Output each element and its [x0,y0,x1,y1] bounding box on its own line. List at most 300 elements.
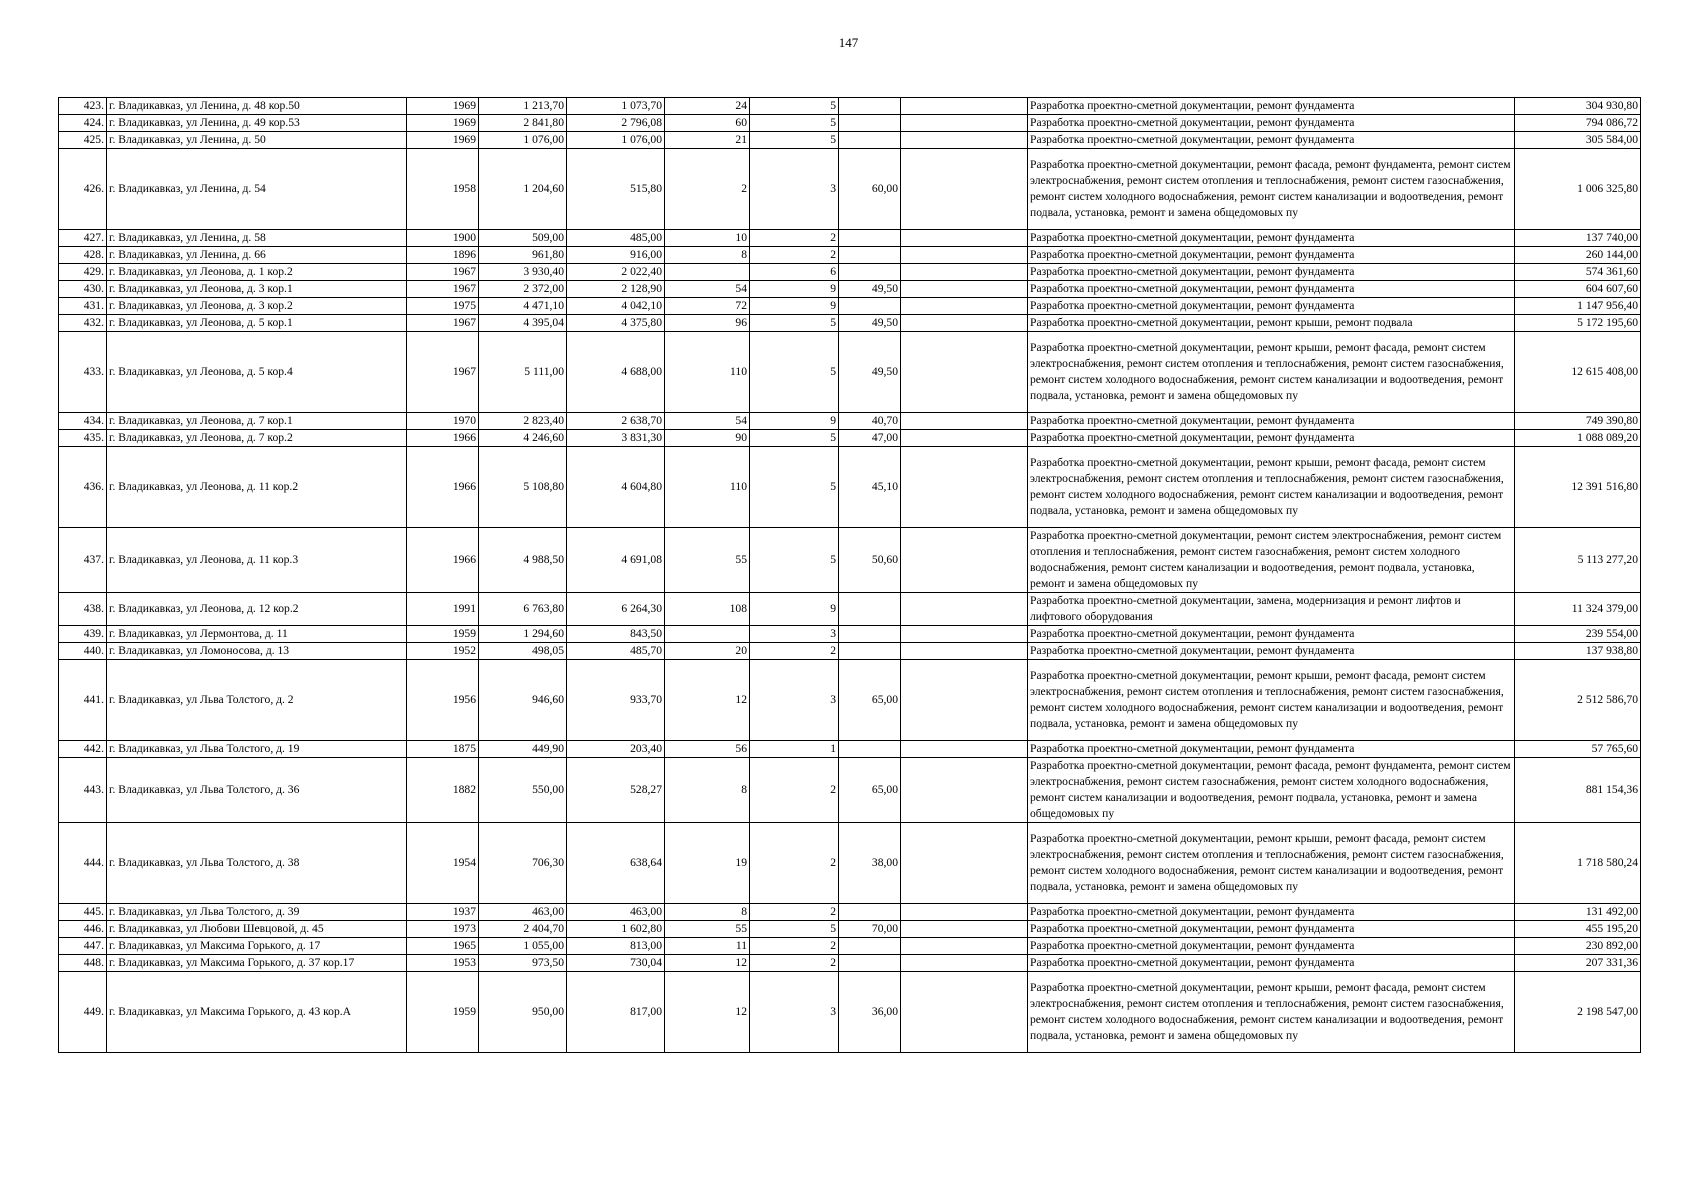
wear-cell: 49,50 [839,315,901,332]
total-area-cell: 2 404,70 [479,921,567,938]
extra-cell [901,643,1028,660]
work-type-cell: Разработка проектно-сметной документации, замена, модернизация и ремонт лифтов и лифтового оборудования [1028,593,1515,626]
cost-cell: 260 144,00 [1515,247,1641,264]
extra-cell [901,626,1028,643]
residents-cell: 110 [665,447,750,528]
total-area-cell: 1 076,00 [479,132,567,149]
floors-cell: 3 [750,660,839,741]
cost-cell: 57 765,60 [1515,741,1641,758]
work-type-cell: Разработка проектно-сметной документации, ремонт фундамента [1028,413,1515,430]
floors-cell: 5 [750,528,839,593]
year-cell: 1967 [407,264,479,281]
row-number: 442. [59,741,107,758]
residents-cell: 12 [665,955,750,972]
work-type-cell: Разработка проектно-сметной документации, ремонт фундамента [1028,626,1515,643]
floors-cell: 3 [750,149,839,230]
floors-cell: 5 [750,921,839,938]
extra-cell [901,315,1028,332]
extra-cell [901,758,1028,823]
floors-cell: 5 [750,132,839,149]
residents-cell: 8 [665,904,750,921]
cost-cell: 137 938,80 [1515,643,1641,660]
living-area-cell: 4 688,00 [567,332,665,413]
address-cell: г. Владикавказ, ул Льва Толстого, д. 39 [107,904,407,921]
row-number: 428. [59,247,107,264]
total-area-cell: 463,00 [479,904,567,921]
residents-cell: 72 [665,298,750,315]
table-row [59,264,1641,281]
residents-cell: 110 [665,332,750,413]
table-row [59,904,1641,921]
row-number: 439. [59,626,107,643]
address-cell: г. Владикавказ, ул Льва Толстого, д. 38 [107,823,407,904]
total-area-cell: 449,90 [479,741,567,758]
living-area-cell: 515,80 [567,149,665,230]
work-type-cell: Разработка проектно-сметной документации, ремонт фундамента [1028,281,1515,298]
work-type-cell: Разработка проектно-сметной документации, ремонт крыши, ремонт фасада, ремонт систем электроснабжения, ремонт систем отопления и теплоснабжения, ремонт систем газоснабжения, ремонт систем холодного водоснабжения, ремонт систем канализации и водоотведения, ремонт подвала, установка, ремонт и замена общедомовых пу [1028,660,1515,741]
living-area-cell: 1 602,80 [567,921,665,938]
cost-cell: 12 391 516,80 [1515,447,1641,528]
total-area-cell: 946,60 [479,660,567,741]
work-type-cell: Разработка проектно-сметной документации, ремонт фундамента [1028,955,1515,972]
row-number: 441. [59,660,107,741]
row-number: 431. [59,298,107,315]
floors-cell: 2 [750,230,839,247]
year-cell: 1954 [407,823,479,904]
extra-cell [901,593,1028,626]
floors-cell: 3 [750,626,839,643]
residents-cell: 12 [665,660,750,741]
living-area-cell: 1 073,70 [567,98,665,115]
cost-cell: 131 492,00 [1515,904,1641,921]
address-cell: г. Владикавказ, ул Леонова, д. 7 кор.1 [107,413,407,430]
table-row [59,149,1641,230]
extra-cell [901,447,1028,528]
address-cell: г. Владикавказ, ул Льва Толстого, д. 2 [107,660,407,741]
table-row [59,643,1641,660]
cost-cell: 1 147 956,40 [1515,298,1641,315]
address-cell: г. Владикавказ, ул Максима Горького, д. 37 кор.17 [107,955,407,972]
work-type-cell: Разработка проектно-сметной документации, ремонт фундамента [1028,938,1515,955]
cost-cell: 1 006 325,80 [1515,149,1641,230]
address-cell: г. Владикавказ, ул Леонова, д. 5 кор.1 [107,315,407,332]
residents-cell: 2 [665,149,750,230]
extra-cell [901,98,1028,115]
total-area-cell: 5 108,80 [479,447,567,528]
wear-cell [839,132,901,149]
residents-cell: 8 [665,758,750,823]
living-area-cell: 4 042,10 [567,298,665,315]
cost-cell: 11 324 379,00 [1515,593,1641,626]
wear-cell: 40,70 [839,413,901,430]
cost-cell: 794 086,72 [1515,115,1641,132]
row-number: 440. [59,643,107,660]
year-cell: 1967 [407,315,479,332]
wear-cell: 47,00 [839,430,901,447]
cost-cell: 5 172 195,60 [1515,315,1641,332]
row-number: 435. [59,430,107,447]
extra-cell [901,823,1028,904]
extra-cell [901,264,1028,281]
residents-cell: 12 [665,972,750,1053]
cost-cell: 749 390,80 [1515,413,1641,430]
table-row [59,758,1641,823]
extra-cell [901,132,1028,149]
floors-cell: 2 [750,955,839,972]
cost-cell: 304 930,80 [1515,98,1641,115]
extra-cell [901,115,1028,132]
address-cell: г. Владикавказ, ул Леонова, д. 11 кор.2 [107,447,407,528]
row-number: 424. [59,115,107,132]
residents-cell [665,626,750,643]
residents-cell [665,264,750,281]
work-type-cell: Разработка проектно-сметной документации, ремонт фундамента [1028,298,1515,315]
living-area-cell: 463,00 [567,904,665,921]
cost-cell: 239 554,00 [1515,626,1641,643]
wear-cell: 49,50 [839,332,901,413]
residents-cell: 108 [665,593,750,626]
year-cell: 1975 [407,298,479,315]
wear-cell: 65,00 [839,758,901,823]
address-cell: г. Владикавказ, ул Леонова, д. 3 кор.2 [107,298,407,315]
floors-cell: 5 [750,430,839,447]
wear-cell: 65,00 [839,660,901,741]
address-cell: г. Владикавказ, ул Леонова, д. 11 кор.3 [107,528,407,593]
total-area-cell: 950,00 [479,972,567,1053]
table-row [59,955,1641,972]
total-area-cell: 4 471,10 [479,298,567,315]
cost-cell: 230 892,00 [1515,938,1641,955]
table-row [59,413,1641,430]
floors-cell: 6 [750,264,839,281]
floors-cell: 2 [750,247,839,264]
row-number: 434. [59,413,107,430]
table-row [59,298,1641,315]
work-type-cell: Разработка проектно-сметной документации, ремонт фундамента [1028,643,1515,660]
extra-cell [901,955,1028,972]
total-area-cell: 3 930,40 [479,264,567,281]
extra-cell [901,430,1028,447]
year-cell: 1969 [407,132,479,149]
address-cell: г. Владикавказ, ул Максима Горького, д. 17 [107,938,407,955]
work-type-cell: Разработка проектно-сметной документации, ремонт фундамента [1028,98,1515,115]
year-cell: 1959 [407,972,479,1053]
residents-cell: 21 [665,132,750,149]
living-area-cell: 203,40 [567,741,665,758]
address-cell: г. Владикавказ, ул Ленина, д. 58 [107,230,407,247]
floors-cell: 9 [750,413,839,430]
row-number: 426. [59,149,107,230]
cost-cell: 305 584,00 [1515,132,1641,149]
row-number: 444. [59,823,107,904]
total-area-cell: 706,30 [479,823,567,904]
work-type-cell: Разработка проектно-сметной документации, ремонт систем электроснабжения, ремонт систем отопления и теплоснабжения, ремонт систем газоснабжения, ремонт систем холодного водоснабжения, ремонт систем канализации и водоотведения, ремонт подвала, установка, ремонт и замена общедомовых пу [1028,528,1515,593]
total-area-cell: 2 823,40 [479,413,567,430]
residents-cell: 54 [665,413,750,430]
year-cell: 1970 [407,413,479,430]
row-number: 433. [59,332,107,413]
table-body [59,98,1641,1053]
extra-cell [901,413,1028,430]
total-area-cell: 6 763,80 [479,593,567,626]
year-cell: 1952 [407,643,479,660]
address-cell: г. Владикавказ, ул Леонова, д. 5 кор.4 [107,332,407,413]
floors-cell: 2 [750,938,839,955]
year-cell: 1958 [407,149,479,230]
residents-cell: 55 [665,921,750,938]
floors-cell: 5 [750,447,839,528]
work-type-cell: Разработка проектно-сметной документации, ремонт фундамента [1028,247,1515,264]
row-number: 448. [59,955,107,972]
table-row [59,921,1641,938]
cost-cell: 881 154,36 [1515,758,1641,823]
residents-cell: 54 [665,281,750,298]
living-area-cell: 916,00 [567,247,665,264]
address-cell: г. Владикавказ, ул Леонова, д. 1 кор.2 [107,264,407,281]
year-cell: 1966 [407,430,479,447]
extra-cell [901,528,1028,593]
year-cell: 1959 [407,626,479,643]
total-area-cell: 973,50 [479,955,567,972]
year-cell: 1991 [407,593,479,626]
cost-cell: 574 361,60 [1515,264,1641,281]
year-cell: 1900 [407,230,479,247]
living-area-cell: 933,70 [567,660,665,741]
address-cell: г. Владикавказ, ул Льва Толстого, д. 19 [107,741,407,758]
wear-cell: 49,50 [839,281,901,298]
year-cell: 1875 [407,741,479,758]
work-type-cell: Разработка проектно-сметной документации, ремонт фундамента [1028,921,1515,938]
total-area-cell: 1 055,00 [479,938,567,955]
year-cell: 1967 [407,332,479,413]
address-cell: г. Владикавказ, ул Любови Шевцовой, д. 45 [107,921,407,938]
row-number: 446. [59,921,107,938]
address-cell: г. Владикавказ, ул Ленина, д. 50 [107,132,407,149]
extra-cell [901,298,1028,315]
cost-cell: 604 607,60 [1515,281,1641,298]
table-row [59,281,1641,298]
floors-cell: 2 [750,904,839,921]
table-row [59,938,1641,955]
living-area-cell: 3 831,30 [567,430,665,447]
residents-cell: 10 [665,230,750,247]
address-cell: г. Владикавказ, ул Ломоносова, д. 13 [107,643,407,660]
work-type-cell: Разработка проектно-сметной документации, ремонт крыши, ремонт фасада, ремонт систем электроснабжения, ремонт систем отопления и теплоснабжения, ремонт систем газоснабжения, ремонт систем холодного водоснабжения, ремонт систем канализации и водоотведения, ремонт подвала, установка, ремонт и замена общедомовых пу [1028,823,1515,904]
residents-cell: 20 [665,643,750,660]
row-number: 423. [59,98,107,115]
extra-cell [901,741,1028,758]
floors-cell: 2 [750,643,839,660]
extra-cell [901,281,1028,298]
year-cell: 1966 [407,447,479,528]
cost-cell: 455 195,20 [1515,921,1641,938]
table-row [59,660,1641,741]
address-cell: г. Владикавказ, ул Леонова, д. 12 кор.2 [107,593,407,626]
residents-cell: 8 [665,247,750,264]
living-area-cell: 843,50 [567,626,665,643]
extra-cell [901,972,1028,1053]
living-area-cell: 4 604,80 [567,447,665,528]
total-area-cell: 1 294,60 [479,626,567,643]
address-cell: г. Владикавказ, ул Максима Горького, д. 43 кор.А [107,972,407,1053]
total-area-cell: 4 246,60 [479,430,567,447]
living-area-cell: 2 128,90 [567,281,665,298]
residents-cell: 96 [665,315,750,332]
year-cell: 1956 [407,660,479,741]
wear-cell [839,98,901,115]
work-type-cell: Разработка проектно-сметной документации, ремонт фундамента [1028,230,1515,247]
year-cell: 1882 [407,758,479,823]
floors-cell: 1 [750,741,839,758]
wear-cell [839,298,901,315]
address-cell: г. Владикавказ, ул Ленина, д. 54 [107,149,407,230]
work-type-cell: Разработка проектно-сметной документации, ремонт фундамента [1028,741,1515,758]
total-area-cell: 1 204,60 [479,149,567,230]
wear-cell: 36,00 [839,972,901,1053]
extra-cell [901,938,1028,955]
total-area-cell: 5 111,00 [479,332,567,413]
work-type-cell: Разработка проектно-сметной документации, ремонт фундамента [1028,904,1515,921]
year-cell: 1896 [407,247,479,264]
work-type-cell: Разработка проектно-сметной документации, ремонт крыши, ремонт подвала [1028,315,1515,332]
row-number: 449. [59,972,107,1053]
work-type-cell: Разработка проектно-сметной документации, ремонт крыши, ремонт фасада, ремонт систем электроснабжения, ремонт систем отопления и теплоснабжения, ремонт систем газоснабжения, ремонт систем холодного водоснабжения, ремонт систем канализации и водоотведения, ремонт подвала, установка, ремонт и замена общедомовых пу [1028,447,1515,528]
wear-cell [839,115,901,132]
table-row [59,115,1641,132]
floors-cell: 9 [750,298,839,315]
living-area-cell: 2 796,08 [567,115,665,132]
year-cell: 1967 [407,281,479,298]
cost-cell: 137 740,00 [1515,230,1641,247]
cost-cell: 2 198 547,00 [1515,972,1641,1053]
living-area-cell: 485,00 [567,230,665,247]
living-area-cell: 2 022,40 [567,264,665,281]
year-cell: 1969 [407,115,479,132]
residents-cell: 19 [665,823,750,904]
table-row [59,741,1641,758]
extra-cell [901,149,1028,230]
extra-cell [901,230,1028,247]
year-cell: 1969 [407,98,479,115]
living-area-cell: 813,00 [567,938,665,955]
living-area-cell: 2 638,70 [567,413,665,430]
living-area-cell: 730,04 [567,955,665,972]
living-area-cell: 528,27 [567,758,665,823]
work-type-cell: Разработка проектно-сметной документации, ремонт фундамента [1028,430,1515,447]
row-number: 432. [59,315,107,332]
residents-cell: 56 [665,741,750,758]
repair-program-table [58,97,1641,1053]
page-number: 147 [838,35,859,50]
wear-cell [839,626,901,643]
wear-cell [839,955,901,972]
table-row [59,98,1641,115]
floors-cell: 9 [750,593,839,626]
cost-cell: 2 512 586,70 [1515,660,1641,741]
wear-cell [839,593,901,626]
work-type-cell: Разработка проектно-сметной документации, ремонт фундамента [1028,115,1515,132]
row-number: 443. [59,758,107,823]
extra-cell [901,904,1028,921]
year-cell: 1937 [407,904,479,921]
floors-cell: 5 [750,98,839,115]
total-area-cell: 2 841,80 [479,115,567,132]
address-cell: г. Владикавказ, ул Лермонтова, д. 11 [107,626,407,643]
table-row [59,230,1641,247]
row-number: 436. [59,447,107,528]
total-area-cell: 550,00 [479,758,567,823]
total-area-cell: 498,05 [479,643,567,660]
work-type-cell: Разработка проектно-сметной документации, ремонт фасада, ремонт фундамента, ремонт систем электроснабжения, ремонт систем газоснабжения, ремонт систем холодного водоснабжения, ремонт систем канализации и водоотведения, ремонт подвала, установка, ремонт и замена общедомовых пу [1028,758,1515,823]
wear-cell: 45,10 [839,447,901,528]
table-row [59,247,1641,264]
table-row [59,823,1641,904]
total-area-cell: 4 988,50 [479,528,567,593]
table-row [59,447,1641,528]
living-area-cell: 4 691,08 [567,528,665,593]
row-number: 430. [59,281,107,298]
total-area-cell: 2 372,00 [479,281,567,298]
wear-cell: 50,60 [839,528,901,593]
row-number: 429. [59,264,107,281]
table-row [59,332,1641,413]
total-area-cell: 509,00 [479,230,567,247]
table-row [59,593,1641,626]
table-row [59,528,1641,593]
floors-cell: 2 [750,823,839,904]
floors-cell: 5 [750,332,839,413]
year-cell: 1973 [407,921,479,938]
wear-cell: 38,00 [839,823,901,904]
address-cell: г. Владикавказ, ул Ленина, д. 66 [107,247,407,264]
residents-cell: 11 [665,938,750,955]
wear-cell [839,904,901,921]
address-cell: г. Владикавказ, ул Ленина, д. 49 кор.53 [107,115,407,132]
address-cell: г. Владикавказ, ул Леонова, д. 7 кор.2 [107,430,407,447]
address-cell: г. Владикавказ, ул Льва Толстого, д. 36 [107,758,407,823]
table-row [59,972,1641,1053]
work-type-cell: Разработка проектно-сметной документации, ремонт крыши, ремонт фасада, ремонт систем электроснабжения, ремонт систем отопления и теплоснабжения, ремонт систем газоснабжения, ремонт систем холодного водоснабжения, ремонт систем канализации и водоотведения, ремонт подвала, установка, ремонт и замена общедомовых пу [1028,332,1515,413]
living-area-cell: 4 375,80 [567,315,665,332]
living-area-cell: 638,64 [567,823,665,904]
total-area-cell: 4 395,04 [479,315,567,332]
residents-cell: 90 [665,430,750,447]
cost-cell: 1 088 089,20 [1515,430,1641,447]
wear-cell [839,643,901,660]
address-cell: г. Владикавказ, ул Ленина, д. 48 кор.50 [107,98,407,115]
work-type-cell: Разработка проектно-сметной документации, ремонт фундамента [1028,132,1515,149]
extra-cell [901,921,1028,938]
row-number: 437. [59,528,107,593]
work-type-cell: Разработка проектно-сметной документации, ремонт крыши, ремонт фасада, ремонт систем электроснабжения, ремонт систем отопления и теплоснабжения, ремонт систем газоснабжения, ремонт систем холодного водоснабжения, ремонт систем канализации и водоотведения, ремонт подвала, установка, ремонт и замена общедомовых пу [1028,972,1515,1053]
wear-cell [839,741,901,758]
table-row [59,315,1641,332]
extra-cell [901,247,1028,264]
residents-cell: 60 [665,115,750,132]
total-area-cell: 961,80 [479,247,567,264]
row-number: 425. [59,132,107,149]
floors-cell: 9 [750,281,839,298]
table-row [59,430,1641,447]
residents-cell: 55 [665,528,750,593]
floors-cell: 3 [750,972,839,1053]
row-number: 445. [59,904,107,921]
work-type-cell: Разработка проектно-сметной документации, ремонт фасада, ремонт фундамента, ремонт систем электроснабжения, ремонт систем отопления и теплоснабжения, ремонт систем газоснабжения, ремонт систем холодного водоснабжения, ремонт систем канализации и водоотведения, ремонт подвала, установка, ремонт и замена общедомовых пу [1028,149,1515,230]
year-cell: 1953 [407,955,479,972]
living-area-cell: 817,00 [567,972,665,1053]
floors-cell: 5 [750,315,839,332]
wear-cell: 70,00 [839,921,901,938]
